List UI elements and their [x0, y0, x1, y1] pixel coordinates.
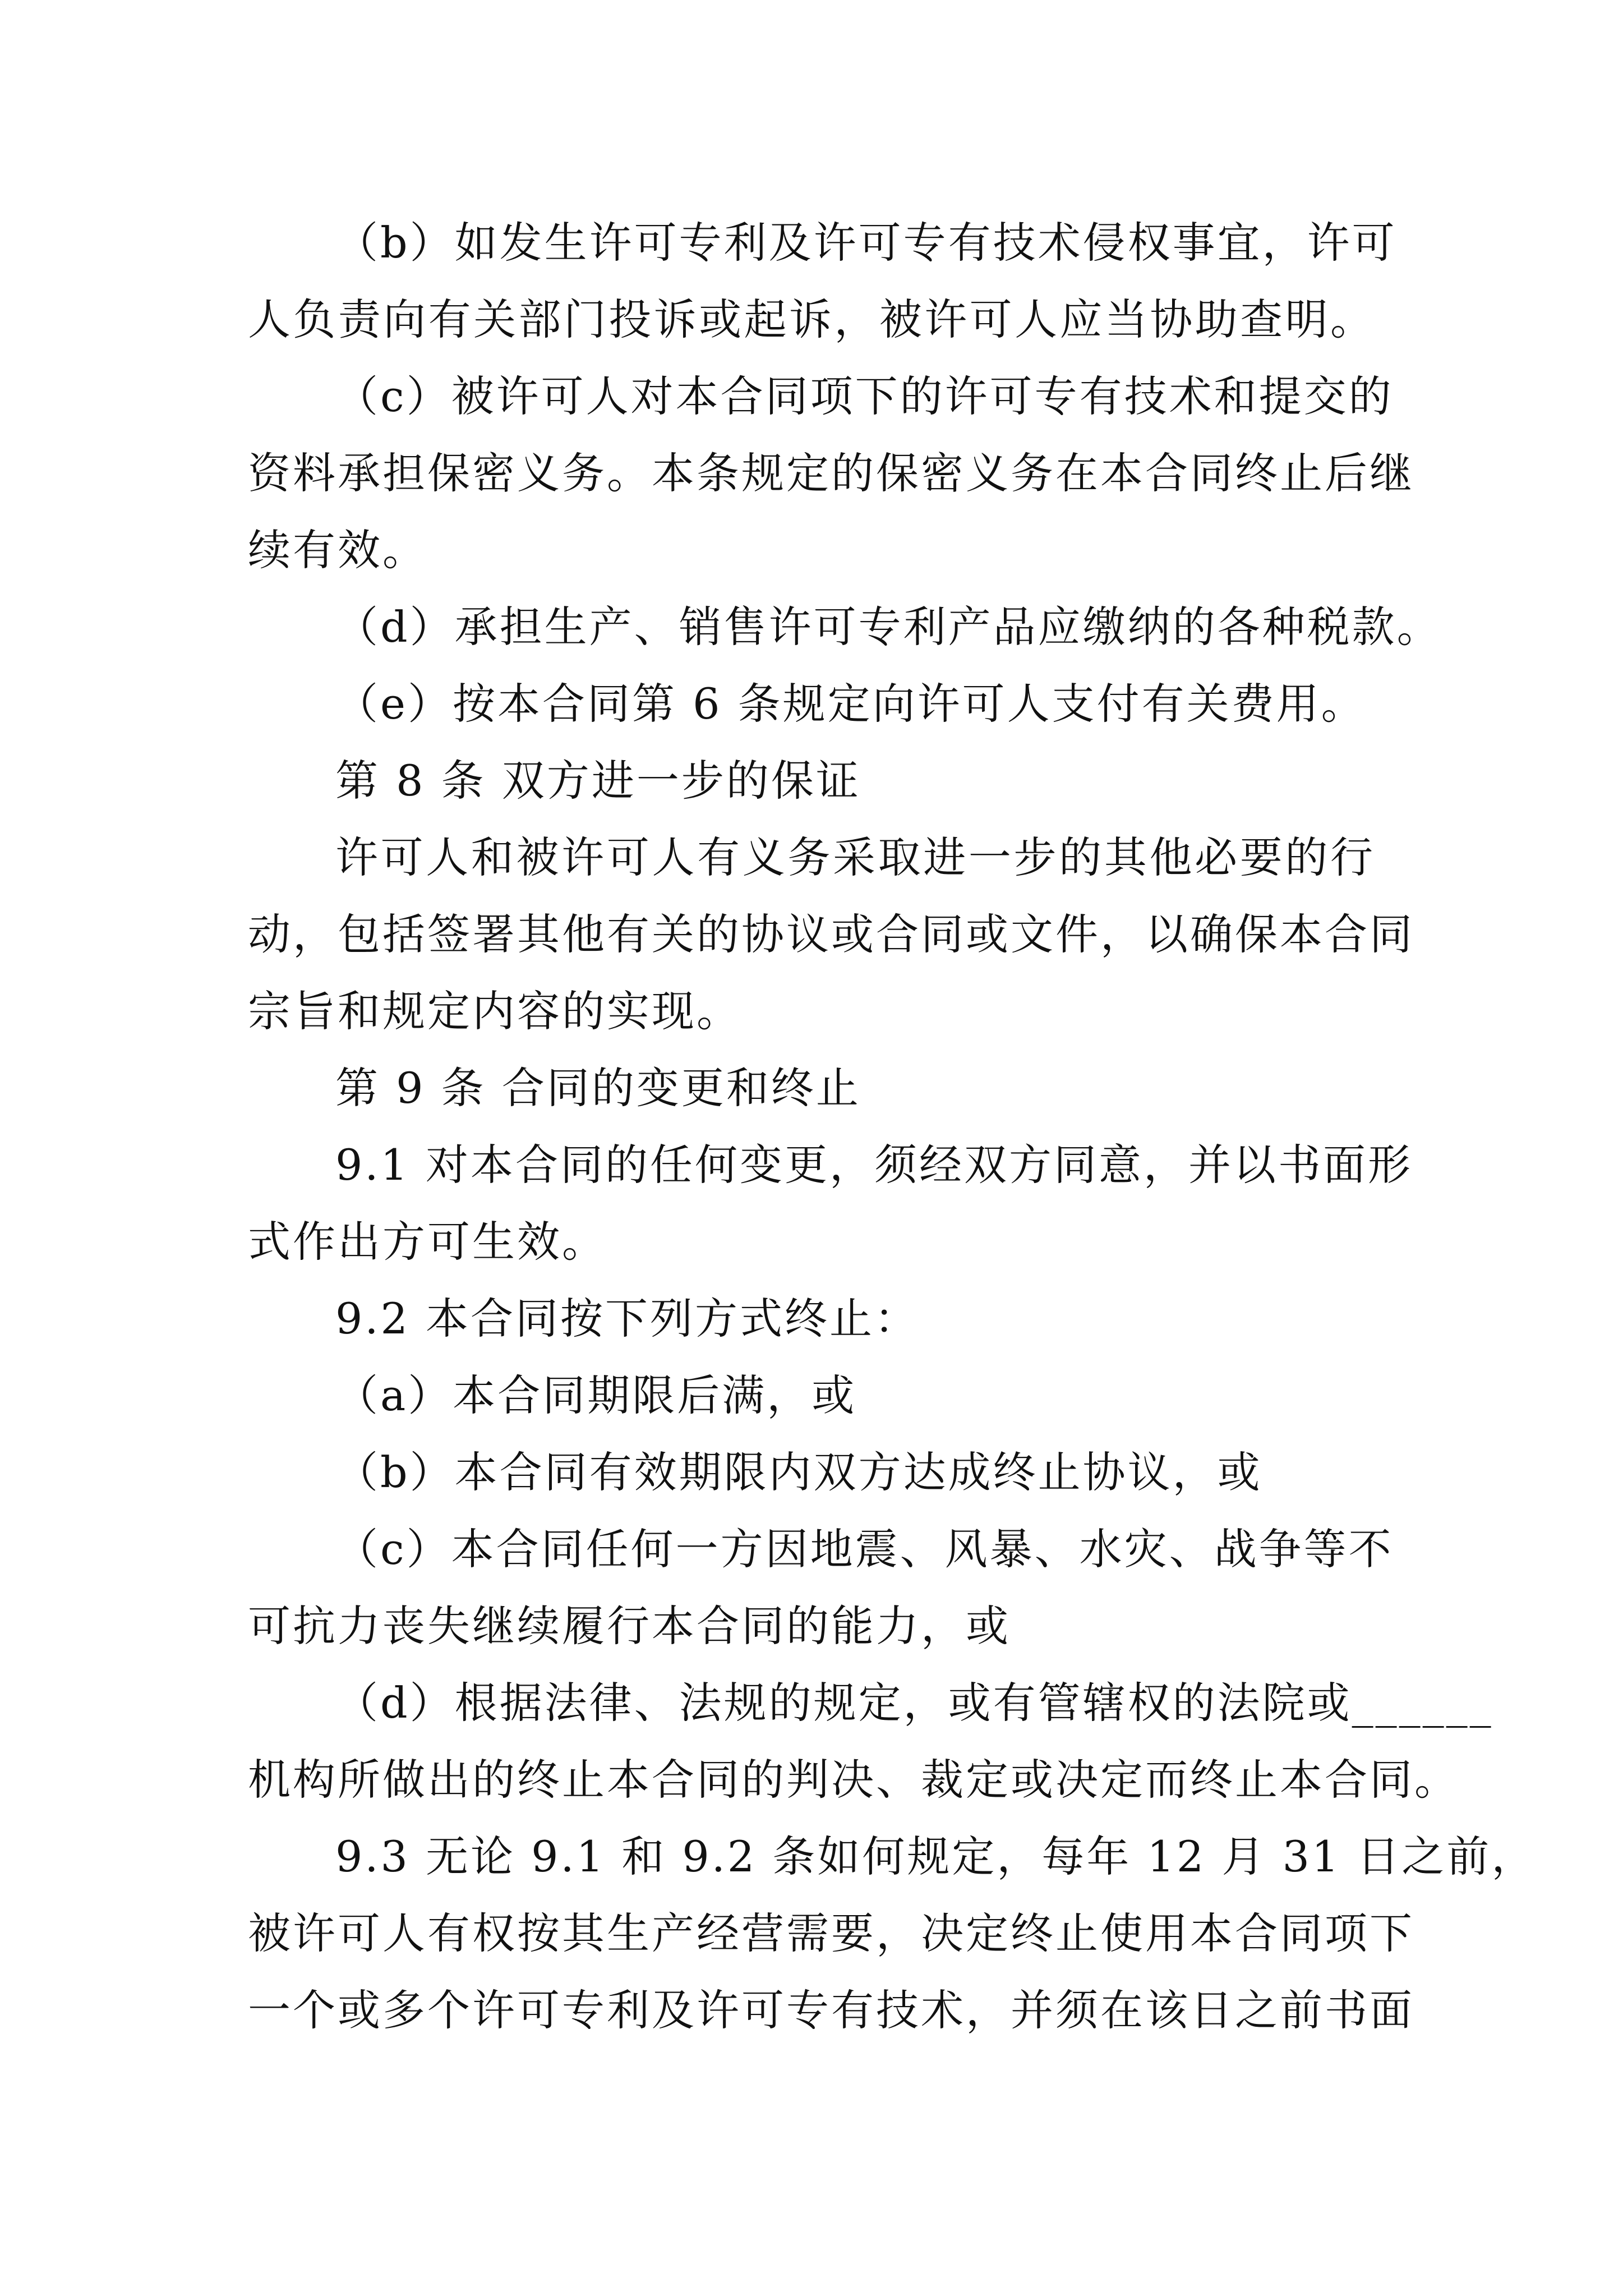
text-line: （a）本合同期限后满，或 — [335, 1370, 857, 1420]
paragraph-line — [0, 215, 1623, 271]
text-line: 续有效。 — [248, 525, 427, 575]
text-line: 一个或多个许可专利及许可专有技术，并须在该日之前书面 — [248, 1985, 1414, 2035]
text-line: 人负责向有关部门投诉或起诉，被许可人应当协助查明。 — [248, 295, 1375, 344]
text-line: 可抗力丧失继续履行本合同的能力，或 — [248, 1601, 1011, 1651]
text-line: （c）本合同任何一方因地震、风暴、水灾、战争等不 — [335, 1524, 1394, 1574]
text-line: 许可人和被许可人有义务采取进一步的其他必要的行 — [335, 832, 1375, 882]
paragraph-line — [0, 1137, 1623, 1193]
paragraph-line — [0, 1521, 1623, 1577]
text-line: 资料承担保密义务。本条规定的保密义务在本合同终止后继 — [248, 448, 1414, 498]
heading-text: 第 9 条 合同的变更和终止 — [335, 1063, 861, 1113]
text-line: （b）如发生许可专利及许可专有技术侵权事宜，许可 — [335, 218, 1397, 268]
text-line: 9.2 本合同按下列方式终止： — [335, 1294, 920, 1343]
text-line: （c）被许可人对本合同项下的许可专有技术和提交的 — [335, 371, 1394, 421]
paragraph-line — [0, 1829, 1623, 1885]
paragraph-line — [0, 1598, 1623, 1654]
paragraph-line — [0, 292, 1623, 348]
paragraph-line — [0, 1675, 1623, 1731]
paragraph-line — [0, 1444, 1623, 1501]
text-line: （d）根据法律、法规的规定，或有管辖权的法院或______ — [335, 1678, 1493, 1728]
text-line: （d）承担生产、销售许可专利产品应缴纳的各种税款。 — [335, 602, 1442, 652]
paragraph-line — [0, 676, 1623, 732]
section-heading — [0, 1060, 1623, 1116]
paragraph-line — [0, 1214, 1623, 1270]
paragraph-line — [0, 445, 1623, 501]
paragraph-line — [0, 369, 1623, 425]
section-heading — [0, 753, 1623, 809]
paragraph-line — [0, 522, 1623, 578]
text-line: 动，包括签署其他有关的协议或合同或文件，以确保本合同 — [248, 909, 1414, 959]
text-line: 被许可人有权按其生产经营需要，决定终止使用本合同项下 — [248, 1908, 1414, 1958]
text-line: 机构所做出的终止本合同的判决、裁定或决定而终止本合同。 — [248, 1755, 1459, 1805]
paragraph-line — [0, 983, 1623, 1039]
paragraph-line — [0, 1291, 1623, 1347]
text-line: 式作出方可生效。 — [248, 1217, 607, 1267]
paragraph-line — [0, 907, 1623, 963]
paragraph-line — [0, 1906, 1623, 1962]
text-line: （b）本合同有效期限内双方达成终止协议，或 — [335, 1447, 1262, 1497]
paragraph-line — [0, 599, 1623, 655]
text-line: 宗旨和规定内容的实现。 — [248, 986, 741, 1036]
paragraph-line — [0, 830, 1623, 886]
text-line: 9.1 对本合同的任何变更，须经双方同意，并以书面形 — [335, 1140, 1413, 1190]
paragraph-line — [0, 1982, 1623, 2039]
text-line: 9.3 无论 9.1 和 9.2 条如何规定，每年 12 月 31 日之前， — [335, 1832, 1537, 1881]
paragraph-line — [0, 1752, 1623, 1808]
heading-text: 第 8 条 双方进一步的保证 — [335, 756, 861, 806]
text-line: （e）按本合同第 6 条规定向许可人支付有关费用。 — [335, 679, 1366, 729]
paragraph-line — [0, 1368, 1623, 1424]
